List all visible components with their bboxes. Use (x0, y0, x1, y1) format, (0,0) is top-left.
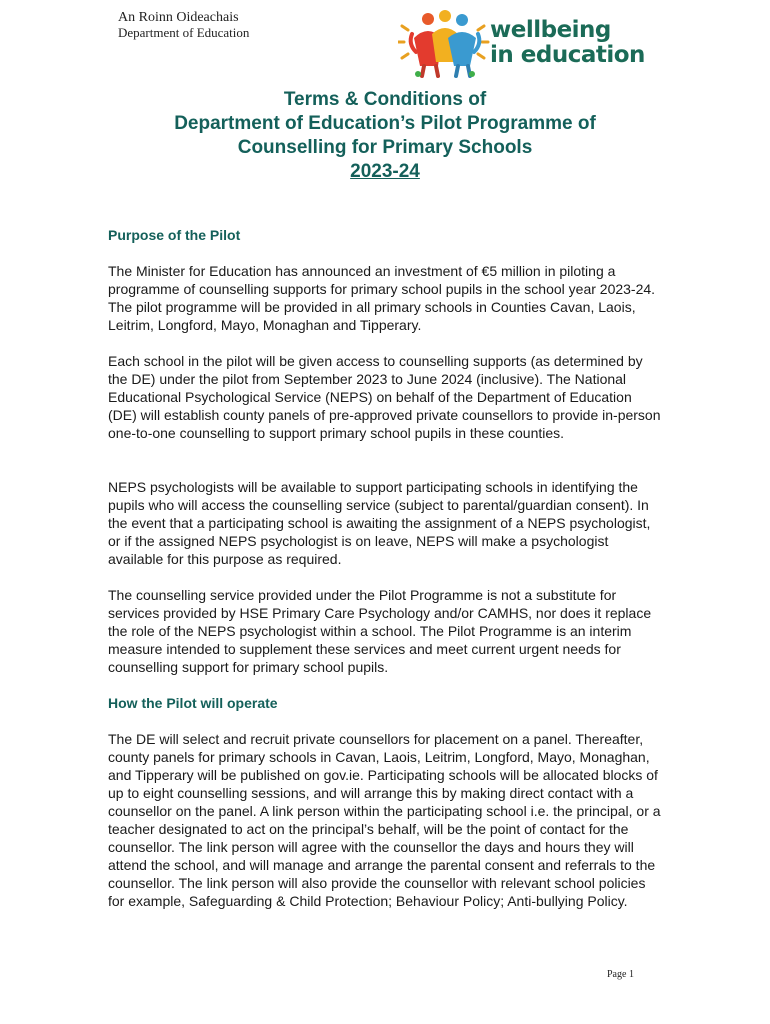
wellbeing-figures-icon (398, 8, 490, 80)
wellbeing-brand-text (490, 18, 645, 68)
page-number: Page 1 (607, 969, 634, 980)
dept-irish-name: An Roinn Oideachais (118, 10, 239, 25)
section-heading-purpose: Purpose of the Pilot (108, 227, 241, 243)
wellbeing-logo (398, 8, 648, 80)
brand-line-2: in education (490, 42, 645, 68)
document-body (108, 226, 664, 910)
section-heading-operate: How the Pilot will operate (108, 695, 278, 711)
title-line-1: Terms & Conditions of (283, 89, 487, 110)
paragraph: NEPS psychologists will be available to support participating schools in identifying the pupils who will access the counselling service (subject to parental/guardian consent). In the event that a participating school is awaiting the assignment of a NEPS psychologist, or if the assigned NEPS psychologist is on leave, NEPS will make a psychologist available for this purpose as required. (108, 479, 651, 567)
title-year: 2023-24 (350, 161, 420, 182)
title-line-3: Counselling for Primary Schools (237, 137, 533, 158)
brand-line-1: wellbeing (490, 17, 611, 43)
document-title (0, 88, 770, 184)
paragraph: The DE will select and recruit private counsellors for placement on a panel. Thereafter, county panels for primary schools in Cavan, Laois, Leitrim, Longford, Mayo, Monaghan, and Tipperary will be published on gov.ie. Participating schools will be allocated blocks of up to eight counselling sessions, and will arrange this by making direct contact with a counsellor on the panel. A link person within the participating school i.e. the principal, or a teacher designated to act on the principal’s behalf, will be the point of contact for the counsellor. The link person will agree with the counsellor the days and hours they will attend the school, and will manage and arrange the parental consent and referrals to the counsellor. The link person will also provide the counsellor with relevant school policies for example, Safeguarding & Child Protection; Behaviour Policy; Anti-bullying Policy. (108, 731, 661, 909)
dept-english-name: Department of Education (118, 25, 250, 40)
paragraph: Each school in the pilot will be given access to counselling supports (as determined by the DE) under the pilot from September 2023 to June 2024 (inclusive). The National Educational Psychological Service (NEPS) on behalf of the Department of Education (DE) will establish county panels of pre-approved private counsellors to provide in-person one-to-one counselling to support primary school pupils in these counties. (108, 353, 661, 441)
title-line-2: Department of Education’s Pilot Programme of (174, 113, 596, 134)
department-logo-text (118, 10, 249, 40)
paragraph: The Minister for Education has announced an investment of €5 million in piloting a programme of counselling supports for primary school pupils in the school year 2023-24. The pilot programme will be provided in all primary schools in Counties Cavan, Laois, Leitrim, Longford, Mayo, Monaghan and Tipperary. (108, 263, 656, 333)
paragraph: The counselling service provided under the Pilot Programme is not a substitute for services provided by HSE Primary Care Psychology and/or CAMHS, nor does it replace the role of the NEPS psychologist within a school. The Pilot Programme is an interim measure intended to supplement these services and meet current urgent needs for counselling support for primary school pupils. (108, 587, 652, 675)
